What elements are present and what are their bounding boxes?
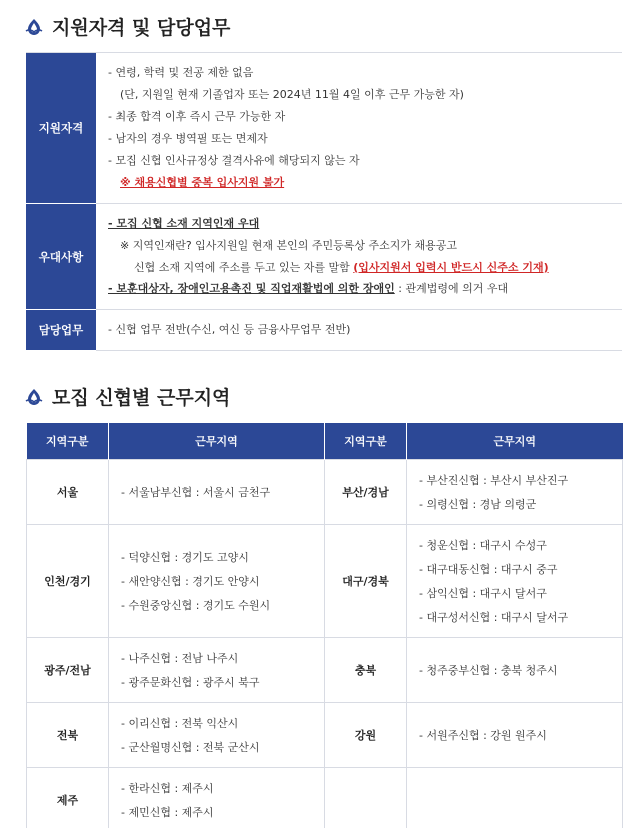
region-name: 제주 xyxy=(27,767,109,828)
region-name: 충북 xyxy=(325,637,407,702)
row-label: 우대사항 xyxy=(26,203,96,310)
region-name: 강원 xyxy=(325,702,407,767)
union-item: - 의령신협 : 경남 의령군 xyxy=(419,497,537,511)
union-item: - 대구대동신협 : 대구시 중구 xyxy=(419,562,558,576)
section-title-text: 모집 신협별 근무지역 xyxy=(52,387,231,409)
union-item: - 삼익신협 : 대구시 달서구 xyxy=(419,586,547,600)
section-title-regions xyxy=(24,383,230,410)
union-list xyxy=(407,637,623,702)
region-header-row xyxy=(27,423,623,459)
union-item: - 제민신협 : 제주시 xyxy=(121,805,214,819)
union-item: - 이리신협 : 전북 익산시 xyxy=(121,716,239,730)
pref-line-text: - 보훈대상자, 장애인고용촉진 및 직업재활법에 의한 장애인 xyxy=(108,282,395,296)
credit-union-logo-icon xyxy=(24,387,44,407)
pref-line: ※ 지역인재란? 입사지원일 현재 본인의 주민등록상 주소지가 채용공고 xyxy=(120,238,458,252)
region-name: 전북 xyxy=(27,702,109,767)
union-list xyxy=(407,702,623,767)
union-item: - 군산월명신협 : 전북 군산시 xyxy=(121,740,260,754)
union-list-empty xyxy=(407,767,623,828)
union-list xyxy=(109,637,325,702)
union-list xyxy=(109,459,325,524)
duty-row xyxy=(26,310,622,351)
credit-union-logo-icon xyxy=(24,17,44,37)
region-row xyxy=(27,767,623,828)
region-row xyxy=(27,702,623,767)
union-item: - 서울남부신협 : 서울시 금천구 xyxy=(121,485,271,499)
pref-line-wrap xyxy=(108,257,622,279)
row-content xyxy=(96,310,622,351)
union-item: - 부산진신협 : 부산시 부산진구 xyxy=(419,473,569,487)
qual-warning: ※ 채용신협별 중복 입사지원 불가 xyxy=(120,175,285,189)
region-name: 광주/전남 xyxy=(27,637,109,702)
preference-row xyxy=(26,203,622,310)
union-list xyxy=(407,459,623,524)
section-title-qualifications xyxy=(24,13,230,40)
region-row xyxy=(27,637,623,702)
qualification-row xyxy=(26,53,622,204)
section-title-text: 지원자격 및 담당업무 xyxy=(52,17,231,39)
region-name-empty xyxy=(325,767,407,828)
region-row xyxy=(27,524,623,637)
qual-line: - 모집 신협 인사규정상 결격사유에 해당되지 않는 자 xyxy=(108,153,360,167)
region-table xyxy=(26,423,623,828)
union-list xyxy=(407,524,623,637)
pref-line-text: 신협 소재 지역에 주소를 두고 있는 자를 말함 xyxy=(134,260,350,274)
region-name: 부산/경남 xyxy=(325,459,407,524)
union-item: - 한라신협 : 제주시 xyxy=(121,781,214,795)
union-item: - 청주중부신협 : 충북 청주시 xyxy=(419,663,558,677)
union-list xyxy=(109,767,325,828)
duty-line: - 신협 업무 전반(수신, 여신 등 금융사무업무 전반) xyxy=(108,323,351,337)
region-name: 인천/경기 xyxy=(27,524,109,637)
union-item: - 서원주신협 : 강원 원주시 xyxy=(419,728,547,742)
qual-line: - 남자의 경우 병역필 또는 면제자 xyxy=(108,131,268,145)
row-content xyxy=(96,203,622,310)
pref-line-text: : 관계법령에 의거 우대 xyxy=(398,282,509,296)
union-item: - 수원중앙신협 : 경기도 수원시 xyxy=(121,598,271,612)
region-row xyxy=(27,459,623,524)
union-list xyxy=(109,524,325,637)
union-item: - 새안양신협 : 경기도 안양시 xyxy=(121,574,260,588)
pref-line-highlight: (입사지원서 입력시 반드시 신주소 기재) xyxy=(353,260,549,274)
qual-line: (단, 지원일 현재 기졸업자 또는 2024년 11월 4일 이후 근무 가능한 자) xyxy=(120,87,464,101)
qual-line: - 최종 합격 이후 즉시 근무 가능한 자 xyxy=(108,109,286,123)
union-item: - 나주신협 : 전남 나주시 xyxy=(121,651,239,665)
union-item: - 청운신협 : 대구시 수성구 xyxy=(419,538,547,552)
union-item: - 대구성서신협 : 대구시 달서구 xyxy=(419,610,569,624)
region-name: 대구/경북 xyxy=(325,524,407,637)
union-item: - 덕양신협 : 경기도 고양시 xyxy=(121,550,249,564)
region-name: 서울 xyxy=(27,459,109,524)
header-cell: 근무지역 xyxy=(109,423,325,459)
header-cell: 근무지역 xyxy=(407,423,623,459)
qual-line: - 연령, 학력 및 전공 제한 없음 xyxy=(108,66,254,79)
pref-line: - 모집 신협 소재 지역인재 우대 xyxy=(108,216,260,230)
row-label: 지원자격 xyxy=(26,53,96,204)
pref-line-wrap xyxy=(108,278,622,300)
row-label: 담당업무 xyxy=(26,310,96,351)
qualification-table xyxy=(26,52,622,351)
header-cell: 지역구분 xyxy=(27,423,109,459)
union-item: - 광주문화신협 : 광주시 북구 xyxy=(121,675,260,689)
union-list xyxy=(109,702,325,767)
row-content xyxy=(96,53,622,204)
header-cell: 지역구분 xyxy=(325,423,407,459)
